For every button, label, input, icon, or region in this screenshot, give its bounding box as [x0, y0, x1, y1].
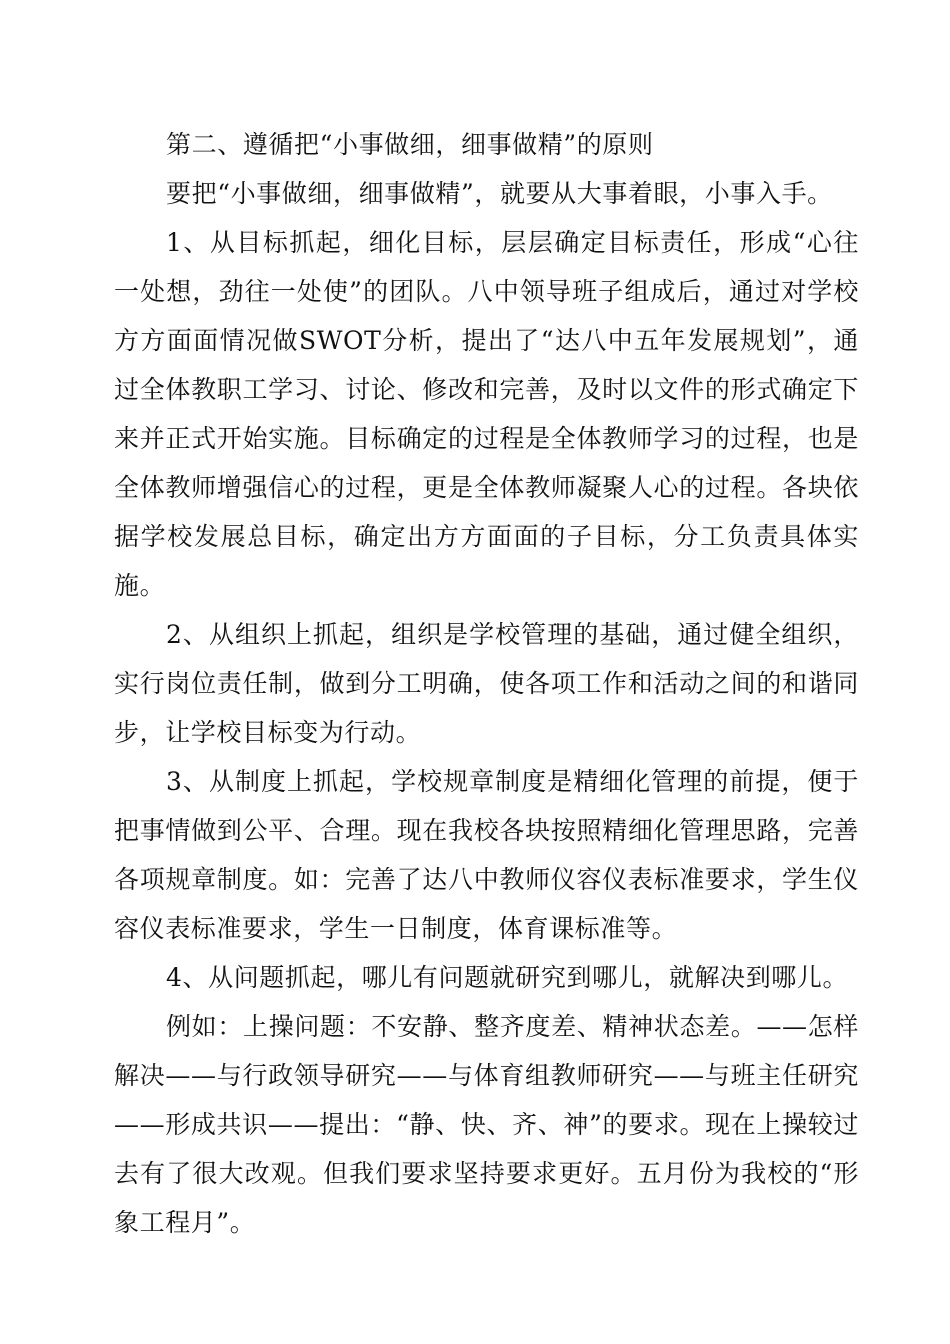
document-body — [114, 120, 859, 1247]
intro-paragraph: 要把“小事做细，细事做精”，就要从大事着眼，小事入手。 — [166, 179, 833, 208]
section-heading: 第二、遵循把“小事做细，细事做精”的原则 — [166, 130, 654, 159]
paragraph-3: 3、从制度上抓起，学校规章制度是精细化管理的前提，便于把事情做到公平、合理。现在我校各块按照精细化管理思路，完善各项规章制度。如：完善了达八中教师仪容仪表标准要求，学生仪容仪表标准要求，学生一日制度，体育课标准等。 — [114, 767, 859, 943]
example-paragraph: 例如：上操问题：不安静、整齐度差、精神状态差。——怎样解决——与行政领导研究——与体育组教师研究——与班主任研究——形成共识——提出：“静、快、齐、神”的要求。现在上操较过去有了很大改观。但我们要求坚持要求更好。五月份为我校的“形象工程月”。 — [114, 1012, 859, 1237]
paragraph-4: 4、从问题抓起，哪儿有问题就研究到哪儿，就解决到哪儿。 — [166, 963, 849, 992]
paragraph-2: 2、从组织上抓起，组织是学校管理的基础，通过健全组织，实行岗位责任制，做到分工明确，使各项工作和活动之间的和谐同步，让学校目标变为行动。 — [114, 620, 859, 747]
paragraph-1: 1、从目标抓起，细化目标，层层确定目标责任，形成“心往一处想，劲往一处使”的团队。八中领导班子组成后，通过对学校方方面面情况做SWOT分析，提出了“达八中五年发展规划”，通过全体教职工学习、讨论、修改和完善，及时以文件的形式确定下来并正式开始实施。目标确定的过程是全体教师学习的过程，也是全体教师增强信心的过程，更是全体教师凝聚人心的过程。各块依据学校发展总目标，确定出方方面面的子目标，分工负责具体实施。 — [114, 228, 859, 600]
